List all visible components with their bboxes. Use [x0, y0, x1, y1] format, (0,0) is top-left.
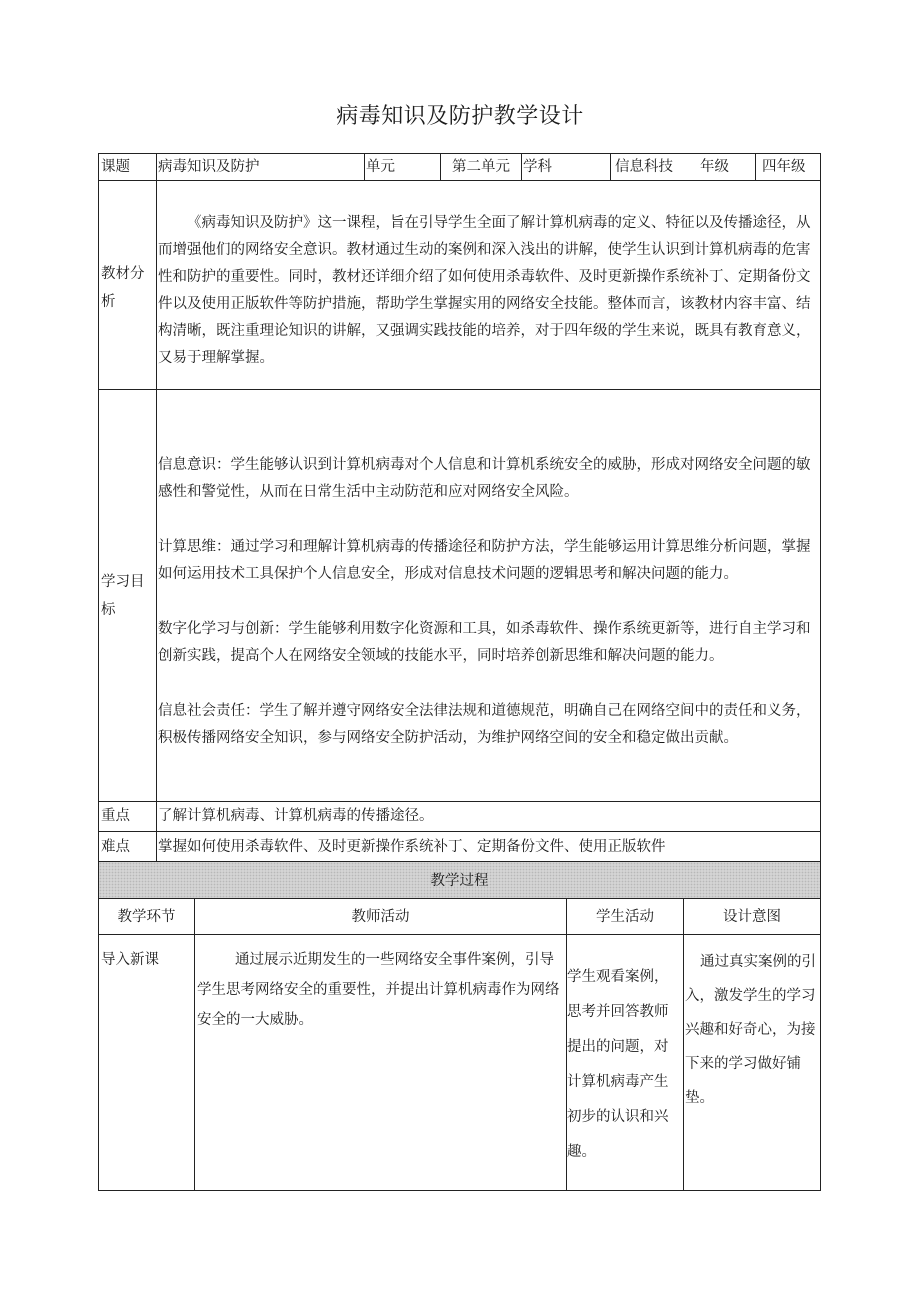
material-analysis-label: 教材分析 [101, 266, 145, 310]
row-divider [98, 898, 821, 899]
student-activity-text: 学生观看案例，思考并回答教师提出的问题，对计算机病毒产生初步的认识和兴趣。 [567, 969, 669, 1160]
material-analysis-text [158, 210, 819, 372]
difficulty-label: 难点 [101, 839, 130, 855]
table-border-left [98, 153, 99, 1191]
design-intent-text: 通过真实案例的引入，激发学生的学习兴趣和好奇心，为接下来的学习做好铺垫。 [685, 954, 816, 1106]
row-divider [98, 801, 821, 802]
row-divider [98, 180, 821, 181]
header-design-intent: 设计意图 [723, 909, 781, 925]
column-divider [521, 153, 522, 180]
course-value: 病毒知识及防护 [158, 159, 260, 175]
goal-social-responsibility: 信息社会责任：学生了解并遵守网络安全法律法规和道德规范，明确自己在网络空间中的责任和义务，积极传播网络安全知识，参与网络安全防护活动，为维护网络空间的安全和稳定做出贡献。 [158, 703, 811, 746]
unit-label: 单元 [366, 159, 395, 175]
column-divider [156, 153, 157, 861]
table-row-stage: 导入新课 [101, 952, 159, 968]
document-title: 病毒知识及防护教学设计 [336, 104, 584, 129]
column-divider [440, 153, 441, 180]
process-section-title: 教学过程 [430, 873, 489, 889]
row-divider [98, 831, 821, 832]
subject-value: 信息科技 [615, 159, 673, 175]
column-divider [194, 898, 195, 1190]
column-divider [755, 153, 756, 180]
teacher-activity-text: 通过展示近期发生的一些网络安全事件案例，引导学生思考网络安全的重要性，并提出计算机病毒作为网络安全的一大威胁。 [197, 952, 560, 1028]
header-student-activity: 学生活动 [596, 909, 654, 925]
table-border-right [820, 153, 821, 1191]
goal-digital-learning: 数字化学习与创新：学生能够利用数字化资源和工具，如杀毒软件、操作系统更新等，进行自主学习和创新实践，提高个人在网络安全领域的技能水平，同时培养创新思维和解决问题的能力。 [158, 621, 811, 664]
column-divider [364, 153, 365, 180]
table-row-teacher-activity [197, 945, 565, 1035]
goal-information-awareness: 信息意识：学生能够认识到计算机病毒对个人信息和计算机系统安全的威胁，形成对网络安全问题的敏感性和警觉性，从而在日常生活中主动防范和应对网络安全风险。 [158, 457, 811, 500]
unit-value: 第二单元 [452, 159, 510, 175]
table-border-top [98, 153, 821, 154]
column-divider [610, 153, 611, 180]
course-label: 课题 [101, 159, 130, 175]
learning-goals-text [158, 452, 819, 752]
row-divider [98, 934, 821, 935]
key-point-label: 重点 [101, 808, 130, 824]
difficulty-text: 掌握如何使用杀毒软件、及时更新操作系统补丁、定期备份文件、使用正版软件 [158, 839, 666, 855]
header-stage: 教学环节 [117, 909, 176, 925]
header-teacher-activity: 教师活动 [351, 909, 410, 925]
grade-label: 年级 [700, 159, 729, 175]
row-divider [98, 389, 821, 390]
subject-label: 学科 [523, 159, 552, 175]
grade-value: 四年级 [762, 159, 806, 175]
material-analysis-paragraph: 《病毒知识及防护》这一课程，旨在引导学生全面了解计算机病毒的定义、特征以及传播途径，从而增强他们的网络安全意识。教材通过生动的案例和深入浅出的讲解，使学生认识到计算机病毒的危害性和防护的重要性。同时，教材还详细介绍了如何使用杀毒软件、及时更新操作系统补丁、定期备份文件以及使用正版软件等防护措施，帮助学生掌握实用的网络安全技能。整体而言，该教材内容丰富、结构清晰，既注重理论知识的讲解，又强调实践技能的培养，对于四年级的学生来说，既具有教育意义，又易于理解掌握。 [158, 215, 811, 366]
column-divider [683, 898, 684, 1190]
goal-computational-thinking: 计算思维：通过学习和理解计算机病毒的传播途径和防护方法，学生能够运用计算思维分析问题，掌握如何运用技术工具保护个人信息安全，形成对信息技术问题的逻辑思考和解决问题的能力。 [158, 539, 811, 582]
key-point-text: 了解计算机病毒、计算机病毒的传播途径。 [158, 808, 434, 824]
table-row-student-activity [567, 960, 682, 1170]
table-row-design-intent [685, 945, 819, 1115]
table-border-bottom [98, 1190, 821, 1191]
learning-goals-label: 学习目标 [101, 574, 145, 618]
